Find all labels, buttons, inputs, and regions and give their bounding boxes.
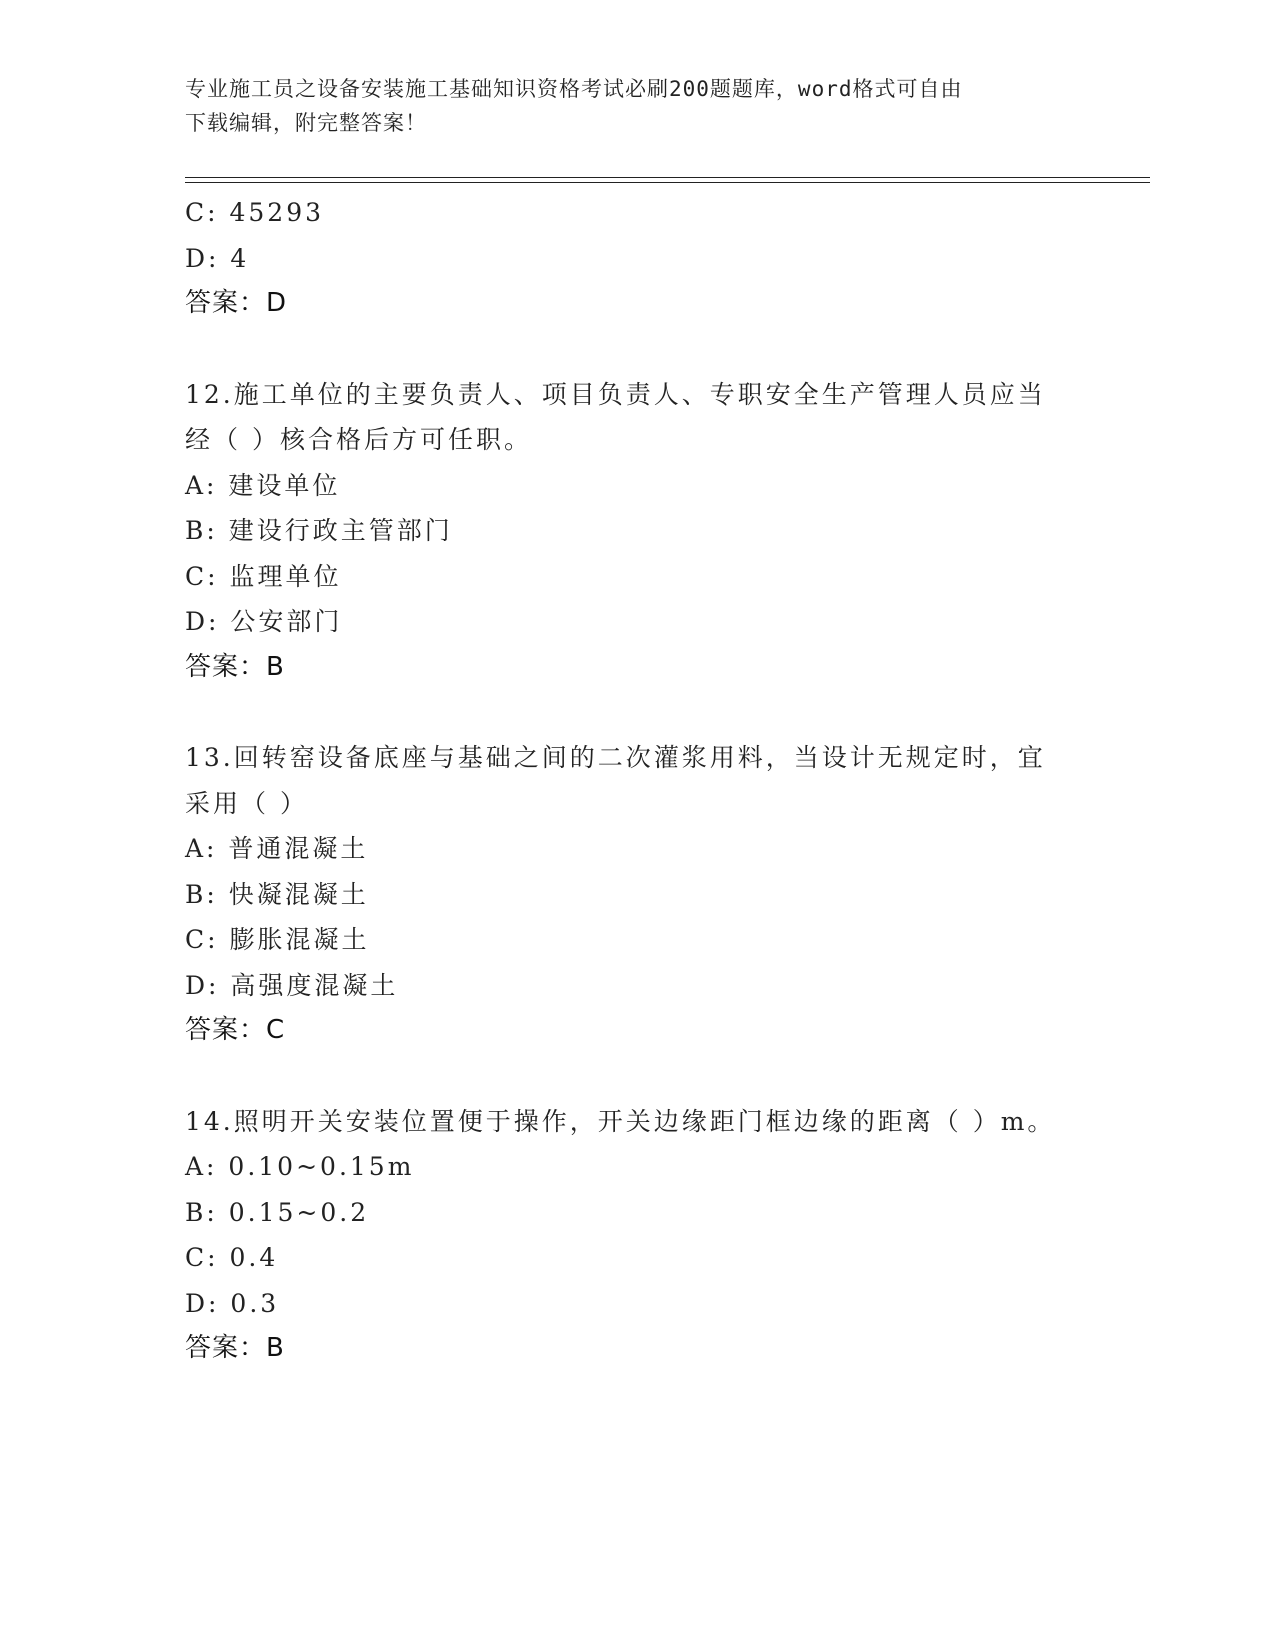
option-b: B: 0.15~0.2: [185, 1197, 370, 1227]
question-content: [185, 190, 1085, 1372]
header-rule-bottom: [185, 182, 1150, 183]
option-a: A: 0.10~0.15m: [185, 1152, 415, 1181]
option-d: D: 公安部门: [185, 607, 343, 636]
question-text-line-2: 采用（ ）: [185, 788, 308, 818]
header-line-2: 下载编辑，附完整答案！: [185, 111, 427, 135]
header-line-1: 专业施工员之设备安装施工基础知识资格考试必刷200题题库，word格式可自由: [185, 77, 963, 101]
previous-question-tail: [185, 190, 1085, 327]
option-c: C: 膨胀混凝土: [185, 925, 370, 954]
answer-line: 答案：C: [185, 1015, 286, 1045]
question-text-line-2: 经（ ）核合格后方可任职。: [185, 425, 532, 454]
option-d: D: 0.3: [185, 1288, 280, 1318]
option-a: A: 建设单位: [185, 470, 341, 500]
spacer: [185, 690, 1085, 735]
spacer: [185, 1054, 1085, 1099]
answer-line: 答案：D: [185, 288, 288, 318]
question-text-line-1: 12.施工单位的主要负责人、项目负责人、专职安全生产管理人员应当: [185, 379, 1046, 409]
question-text-line-1: 13.回转窑设备底座与基础之间的二次灌浆用料，当设计无规定时，宜: [185, 743, 1046, 772]
spacer: [185, 327, 1085, 372]
question-12: [185, 372, 1085, 691]
option-b: B: 快凝混凝土: [185, 879, 369, 909]
question-13: [185, 735, 1085, 1054]
option-c: C: 监理单位: [185, 561, 342, 591]
header-rule-top: [185, 177, 1150, 178]
option-c: C: 0.4: [185, 1243, 279, 1272]
question-14: [185, 1099, 1085, 1372]
document-header: [185, 72, 1065, 140]
answer-line: 答案：B: [185, 1333, 285, 1363]
option-d: D: 高强度混凝土: [185, 970, 399, 1000]
answer-line: 答案：B: [185, 651, 285, 682]
option-d: D: 4: [185, 243, 250, 273]
option-c: C: 45293: [185, 198, 325, 227]
option-b: B: 建设行政主管部门: [185, 516, 453, 545]
option-a: A: 普通混凝土: [185, 834, 369, 863]
question-text-line-1: 14.照明开关安装位置便于操作，开关边缘距门框边缘的距离（ ）m。: [185, 1106, 1056, 1136]
